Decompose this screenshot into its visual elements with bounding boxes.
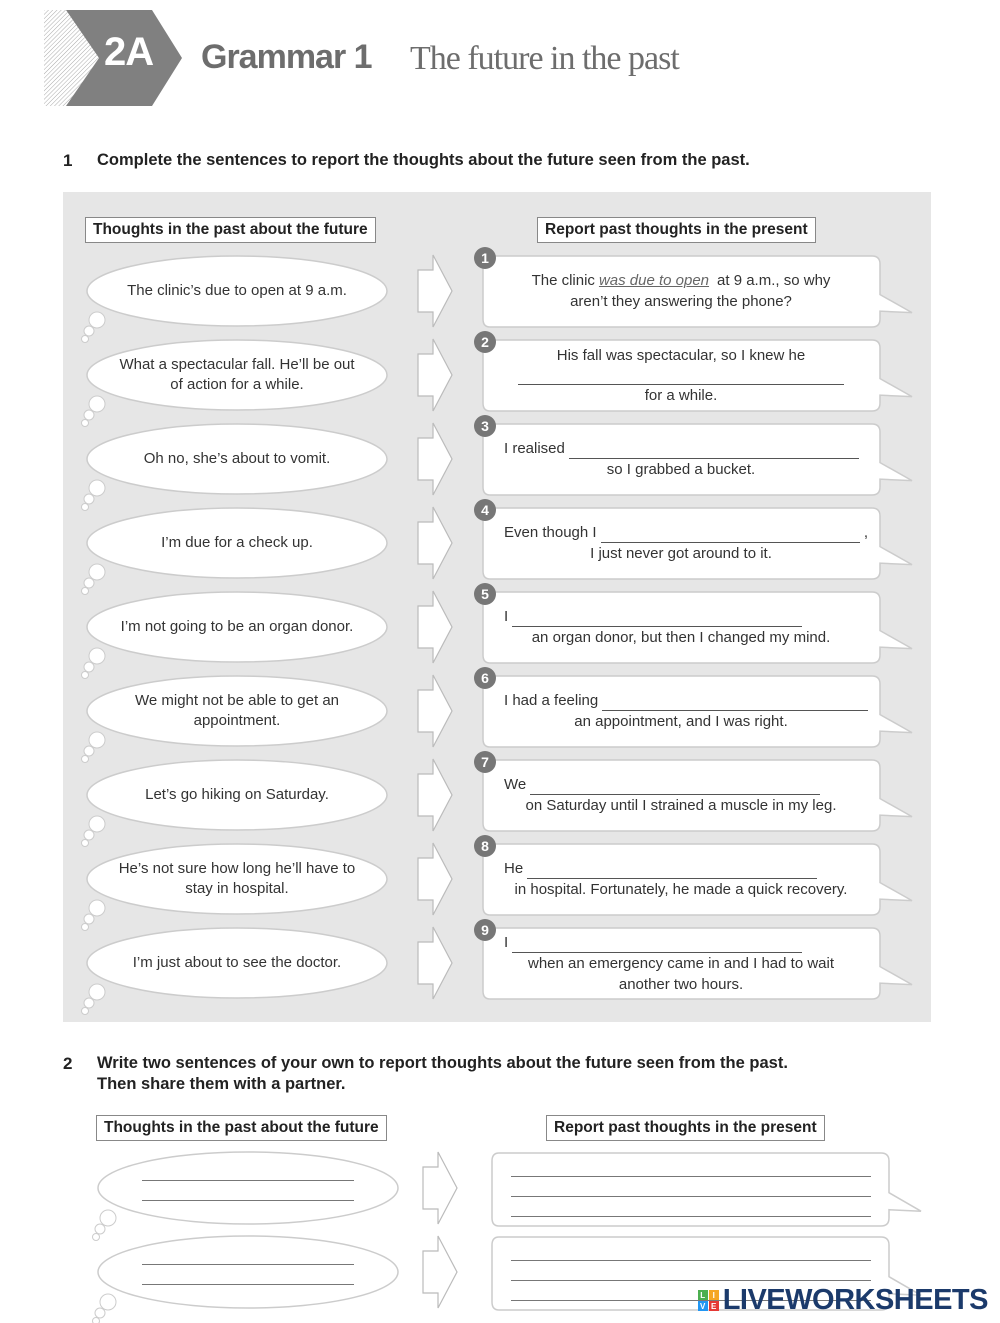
sentence-line — [494, 270, 868, 291]
thought-bubble — [87, 340, 387, 410]
exercise-2-number: 2 — [63, 1054, 73, 1073]
liveworksheets-logo-icon: L I V E — [698, 1290, 719, 1311]
report-content — [494, 255, 868, 327]
sentence-text: an organ donor, but then I changed my mind. — [531, 629, 831, 646]
report-box — [481, 250, 880, 327]
thought-text: What a spectacular fall. He’ll be out of action for a while. — [119, 356, 355, 393]
report-content — [494, 339, 868, 411]
thought-text: The clinic’s due to open at 9 a.m. — [127, 282, 347, 299]
answer-input-9[interactable] — [512, 934, 802, 953]
sentence-line — [494, 543, 868, 564]
exercise-2-left-header: Thoughts in the past about the future — [96, 1115, 387, 1141]
row-arrow — [422, 1235, 458, 1309]
sentence-line — [494, 385, 868, 406]
arrow-right-icon — [417, 842, 453, 916]
report-box — [481, 502, 880, 579]
thought-bubble — [87, 592, 387, 662]
item-number: 4 — [474, 499, 496, 521]
item-number: 3 — [474, 415, 496, 437]
thought-text: We might not be able to get an appointment. — [134, 692, 340, 729]
item-number: 1 — [474, 247, 496, 269]
page-title: Grammar 1 — [201, 38, 372, 76]
thought-text: I’m not going to be an organ donor. — [120, 618, 354, 635]
answer-input-7[interactable] — [530, 776, 820, 795]
sentence-start: Even though I — [504, 524, 597, 541]
answer-input-5[interactable] — [512, 608, 802, 627]
item-number: 8 — [474, 835, 496, 857]
sentence-start: He — [504, 860, 524, 877]
sentence-line — [494, 438, 868, 459]
sentence-line — [494, 291, 868, 312]
thought-bubble — [87, 760, 387, 830]
unit-label: 2A — [104, 30, 154, 74]
thought-text: Oh no, she’s about to vomit. — [143, 450, 331, 467]
answer-input-6[interactable] — [602, 692, 868, 711]
report-box — [481, 586, 880, 663]
answer-input-4[interactable] — [601, 524, 860, 543]
own-report-input[interactable] — [511, 1244, 871, 1261]
sentence-line — [494, 974, 868, 995]
report-content — [494, 591, 868, 663]
example-answer: was due to open — [598, 272, 710, 289]
sentence-text: when an emergency came in and I had to wait — [527, 954, 834, 972]
sentence-start: The clinic — [531, 272, 595, 289]
sentence-text: aren’t they answering the phone? — [570, 293, 792, 310]
sentence-line — [494, 953, 868, 974]
own-report-input[interactable] — [511, 1180, 871, 1197]
report-content — [494, 675, 868, 747]
sentence-end: , — [863, 524, 868, 541]
answer-input-3[interactable] — [569, 440, 859, 459]
own-thought-input[interactable] — [142, 1164, 354, 1181]
report-box — [481, 334, 880, 411]
arrow-right-icon — [417, 422, 453, 496]
arrow-right-icon — [417, 254, 453, 328]
exercise-1-instruction: Complete the sentences to report the thoughts about the future seen from the past. — [97, 151, 750, 169]
sentence-line — [494, 522, 868, 543]
sentence-text: in hospital. Fortunately, he made a quick recovery. — [514, 881, 848, 898]
item-number: 2 — [474, 331, 496, 353]
row-arrow — [417, 590, 453, 664]
sentence-line — [494, 690, 868, 711]
report-content — [494, 759, 868, 831]
own-thought-input[interactable] — [142, 1268, 354, 1285]
thought-bubble — [87, 256, 387, 326]
page-subtitle: The future in the past — [410, 40, 679, 77]
own-report-input[interactable] — [511, 1160, 871, 1177]
sentence-line — [494, 345, 868, 366]
arrow-right-icon — [417, 338, 453, 412]
arrow-right-icon — [422, 1235, 458, 1309]
report-box — [481, 754, 880, 831]
arrow-right-icon — [417, 590, 453, 664]
arrow-right-icon — [417, 506, 453, 580]
thought-bubble — [87, 928, 387, 998]
sentence-text: on Saturday until I strained a muscle in my leg. — [525, 797, 837, 814]
right-column-header: Report past thoughts in the present — [537, 217, 816, 243]
report-box — [481, 922, 880, 999]
report-content — [494, 927, 868, 999]
sentence-text: I just never got around to it. — [590, 545, 772, 562]
arrow-right-icon — [417, 758, 453, 832]
answer-input-2[interactable] — [518, 366, 844, 385]
item-number: 5 — [474, 583, 496, 605]
answer-input-8[interactable] — [527, 860, 817, 879]
sentence-text: so I grabbed a bucket. — [606, 461, 756, 478]
sentence-line — [494, 459, 868, 480]
row-arrow — [417, 506, 453, 580]
report-box — [481, 838, 880, 915]
sentence-line — [494, 879, 868, 900]
row-arrow — [417, 254, 453, 328]
sentence-line — [494, 932, 868, 953]
arrow-right-icon — [417, 926, 453, 1000]
thought-bubble — [87, 676, 387, 746]
sentence-text: an appointment, and I was right. — [574, 713, 788, 730]
sentence-start: I realised — [504, 440, 565, 457]
report-content — [494, 843, 868, 915]
report-box — [481, 418, 880, 495]
arrow-right-icon — [417, 674, 453, 748]
thought-bubble — [87, 508, 387, 578]
item-number: 6 — [474, 667, 496, 689]
row-arrow — [417, 338, 453, 412]
sentence-start: We — [504, 776, 527, 793]
thought-bubble — [87, 424, 387, 494]
row-arrow — [417, 674, 453, 748]
thought-text: He’s not sure how long he’ll have to stay in hospital. — [118, 860, 356, 897]
exercise-1-number: 1 — [63, 151, 73, 170]
own-thought-input[interactable] — [142, 1184, 354, 1201]
sentence-start: I had a feeling — [504, 692, 599, 709]
exercise-2-instruction-line1: Write two sentences of your own to report thoughts about the future seen from the past. — [97, 1054, 788, 1072]
left-column-header: Thoughts in the past about the future — [85, 217, 376, 243]
thought-text: I’m due for a check up. — [161, 534, 313, 551]
sentence-text: another two hours. — [618, 975, 744, 993]
report-content — [494, 423, 868, 495]
row-arrow — [417, 842, 453, 916]
row-arrow — [417, 926, 453, 1000]
item-number: 7 — [474, 751, 496, 773]
sentence-start: I — [504, 608, 509, 625]
thought-text: I’m just about to see the doctor. — [132, 954, 342, 971]
exercise-2-right-header: Report past thoughts in the present — [546, 1115, 825, 1141]
exercise-2-instruction-line2: Then share them with a partner. — [97, 1075, 346, 1093]
row-arrow — [417, 422, 453, 496]
thought-text: Let’s go hiking on Saturday. — [145, 786, 329, 803]
sentence-line — [494, 711, 868, 732]
watermark-text: LIVEWORKSHEETS — [722, 1284, 988, 1316]
sentence-line — [494, 774, 868, 795]
thought-bubble — [87, 844, 387, 914]
sentence-text: His fall was spectacular, so I knew he — [556, 346, 806, 364]
sentence-line — [494, 366, 868, 385]
row-arrow — [422, 1151, 458, 1225]
sentence-end: at 9 a.m., so why — [717, 272, 831, 289]
row-arrow — [417, 758, 453, 832]
own-report-input[interactable] — [511, 1264, 871, 1281]
own-report-input[interactable] — [511, 1200, 871, 1217]
arrow-right-icon — [422, 1151, 458, 1225]
item-number: 9 — [474, 919, 496, 941]
sentence-line — [494, 606, 868, 627]
sentence-line — [494, 795, 868, 816]
sentence-start: I — [504, 933, 509, 951]
own-thought-input[interactable] — [142, 1248, 354, 1265]
sentence-text: for a while. — [644, 386, 718, 404]
report-content — [494, 507, 868, 579]
sentence-line — [494, 627, 868, 648]
report-box — [481, 670, 880, 747]
sentence-line — [494, 858, 868, 879]
liveworksheets-watermark — [698, 1284, 988, 1317]
